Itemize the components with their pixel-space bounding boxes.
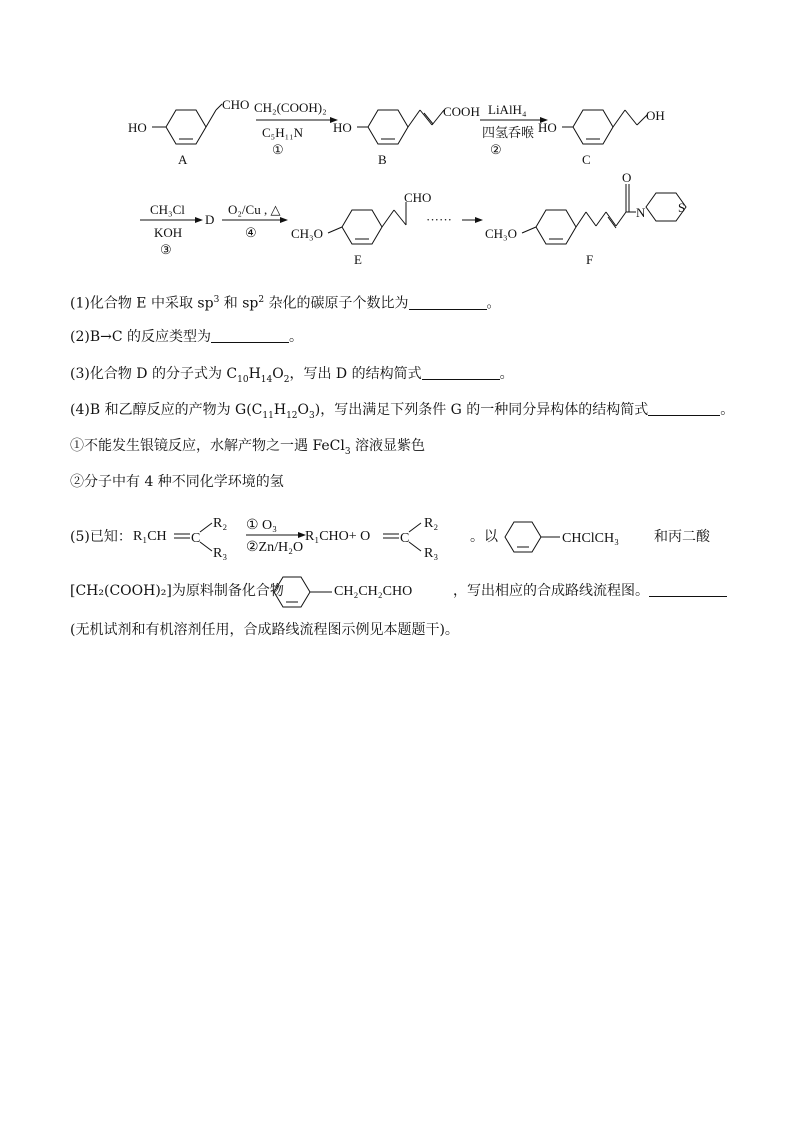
c-oh: OH — [646, 108, 665, 123]
arrow1-above: CH₂(COOH)₂ — [254, 100, 327, 115]
q5-sub2: CH₂CH₂CHO — [334, 584, 413, 599]
q5-c2: C — [400, 531, 410, 546]
reaction-scheme — [0, 80, 800, 360]
q5-known-reaction — [0, 505, 740, 565]
answer-blank-4[interactable] — [648, 401, 720, 416]
compound-a — [128, 97, 249, 167]
q5-step2: ②Zn/H₂O — [246, 540, 304, 555]
arrow3-num: ③ — [160, 242, 172, 257]
q5-sub1: CHClCH₃ — [562, 531, 620, 546]
q5-note: (无机试剂和有机溶剂任用，合成路线流程图示例见本题题干)。 — [70, 622, 459, 638]
answer-blank-3[interactable] — [422, 365, 500, 380]
question-5-prefix: (5)已知： — [70, 529, 132, 545]
answer-blank-1[interactable] — [409, 295, 487, 310]
question-3: (3)化合物 D 的分子式为 $C_{10}H_{14}O_2$，写出 D 的结构简式 。 — [70, 366, 514, 385]
compound-b — [333, 104, 480, 167]
condition-1: ①不能发生银镜反应，水解产物之一遇 FeCl$_3$ 溶液显紫色 — [70, 438, 426, 457]
q5-c1: C — [191, 531, 201, 546]
arrow1-num: ① — [272, 142, 284, 157]
label-e: E — [354, 252, 362, 267]
question-1: (1)化合物 E 中采取 $sp^3$ 和 $sp^2$ 杂化的碳原子个数比为 。 — [70, 295, 501, 312]
compound-c — [538, 108, 665, 167]
q5-and: 和丙二酸 — [654, 530, 710, 545]
label-d: D — [205, 212, 215, 227]
question-4: (4)B 和乙醇反应的产物为 $G(C_{11}H_{12}O_3)$，写出满足下列条件 G 的一种同分异构体的结构简式 。 — [70, 402, 735, 421]
label-f: F — [586, 252, 594, 267]
condition-2: ②分子中有 4 种不同化学环境的氢 — [70, 474, 284, 490]
arrow-4 — [222, 202, 288, 240]
compound-f — [485, 170, 686, 267]
f-s: S — [678, 200, 686, 215]
b-cooh: COOH — [443, 104, 480, 119]
compound-e — [291, 190, 431, 267]
arrow2-above: LiAlH₄ — [488, 102, 527, 117]
dots-arrow — [426, 212, 483, 227]
q5-prod: R₁CHO+ O — [305, 529, 371, 544]
q5-line2-pre: [CH₂(COOH)₂]为原料制备化合物 — [70, 583, 284, 599]
q5-r2b: R₂ — [424, 516, 439, 531]
answer-blank-2[interactable] — [211, 328, 289, 343]
f-meo: CH₃O — [485, 226, 517, 241]
a-cho: CHO — [222, 97, 250, 112]
question-2: (2)B→C 的反应类型为 。 — [70, 329, 304, 345]
f-n: N — [636, 205, 646, 220]
f-o: O — [622, 170, 632, 185]
arrow4-num: ④ — [245, 225, 257, 240]
label-c: C — [582, 152, 591, 167]
q5-r1ch: R₁CH — [133, 529, 167, 544]
c-ho: HO — [538, 120, 557, 135]
arrow2-below: 四氢呑喉 — [482, 125, 535, 140]
label-b: B — [378, 152, 387, 167]
arrow-1 — [254, 100, 338, 157]
arrow-3 — [140, 202, 203, 257]
q5-line2-post: ，写出相应的合成路线流程图。 — [453, 581, 727, 601]
answer-blank-5[interactable] — [649, 582, 727, 597]
q5-yi: 。以 — [470, 530, 498, 545]
q5-r2: R₂ — [213, 516, 228, 531]
q5-r3b: R₃ — [424, 546, 439, 561]
b-ho: HO — [333, 120, 352, 135]
q5-target — [270, 570, 470, 614]
arrow1-below: C₅H₁₁N — [262, 125, 304, 140]
q5-r3: R₃ — [213, 546, 228, 561]
label-a: A — [178, 152, 188, 167]
dots: ······ — [426, 212, 452, 227]
arrow2-num: ② — [490, 142, 502, 157]
arrow3-above: CH₃Cl — [150, 202, 185, 217]
a-ho: HO — [128, 120, 147, 135]
e-meo: CH₃O — [291, 226, 323, 241]
e-cho: CHO — [404, 190, 432, 205]
arrow4-above: O₂/Cu , △ — [228, 202, 281, 217]
arrow3-below: KOH — [154, 225, 183, 240]
q5-step1: ① O₃ — [246, 518, 278, 533]
